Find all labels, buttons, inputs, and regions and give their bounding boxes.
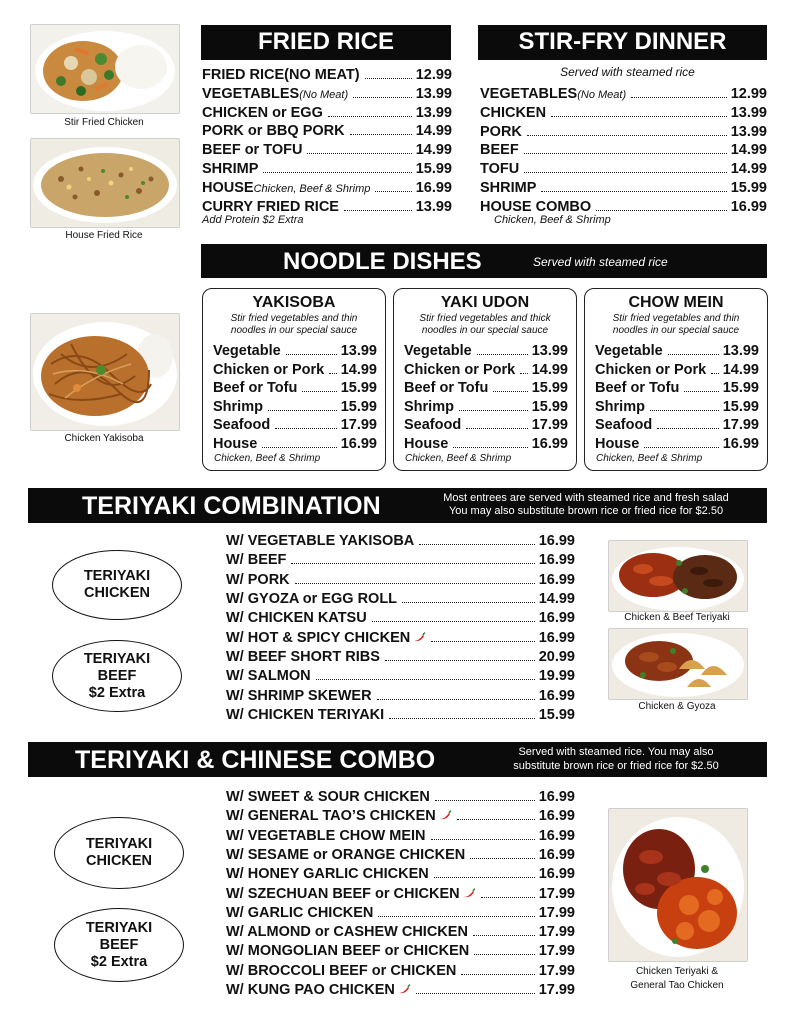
noodle-card-note: Chicken, Beef & Shrimp (596, 453, 703, 464)
chinese-combo-item (226, 808, 575, 824)
chinese-combo-item (226, 943, 575, 959)
fried-rice-item (202, 142, 452, 158)
item-detail: (No Meat) (299, 88, 349, 101)
item-name: Seafood (404, 417, 462, 434)
dot-leader (466, 428, 528, 429)
item-price: 16.99 (340, 436, 377, 452)
fried-rice-item (202, 105, 452, 121)
chinese-combo-header (28, 742, 767, 777)
noodle-item (595, 380, 759, 396)
item-price: 17.99 (722, 417, 759, 434)
stir-fry-title: STIR-FRY DINNER (518, 28, 727, 55)
item-name: Beef or Tofu (213, 380, 298, 397)
item-name: W/ ALMOND or CASHEW CHICKEN (226, 924, 468, 941)
item-name: W/ SZECHUAN BEEF or CHICKEN (226, 885, 460, 902)
teriyaki-combo-item (226, 668, 575, 684)
item-price: 16.99 (730, 198, 767, 215)
teriyaki-combo-item (226, 688, 575, 704)
chicken-yakisoba-caption: Chicken Yakisoba (64, 433, 144, 444)
dot-leader (307, 153, 411, 154)
item-name: Chicken or Pork (595, 361, 707, 378)
item-name: W/ SESAME or ORANGE CHICKEN (226, 846, 466, 863)
noodle-card-title: YAKI UDON (440, 294, 530, 311)
dot-leader (375, 191, 411, 192)
spicy-indicator (436, 808, 452, 824)
chinese-combo-title: TERIYAKI & CHINESE COMBO (75, 746, 436, 774)
item-name: Chicken or Pork (213, 361, 325, 378)
item-name: Vegetable (213, 343, 281, 359)
item-name: W/ VEGETABLE YAKISOBA (226, 533, 415, 549)
item-detail: Chicken, Beef & Shrimp (253, 182, 371, 195)
dot-leader (275, 428, 337, 429)
item-name: Shrimp (404, 398, 454, 415)
item-name: W/ GARLIC CHICKEN (226, 904, 374, 921)
stir-fry-item (480, 180, 767, 196)
noodle-card-description: Stir fried vegetables and thin (612, 313, 740, 324)
item-name: W/ BEEF (226, 552, 287, 569)
chinese-combo-item (226, 866, 575, 882)
item-name: W/ SALMON (226, 668, 311, 685)
noodle-card-note: Chicken, Beef & Shrimp (214, 453, 321, 464)
teriyaki-combo-item (226, 630, 575, 646)
dot-leader (644, 447, 718, 448)
item-price: 12.99 (730, 86, 767, 102)
item-name: Seafood (213, 417, 271, 434)
dot-leader (419, 544, 534, 545)
dot-leader (684, 391, 718, 392)
noodle-card-note: Chicken, Beef & Shrimp (405, 453, 512, 464)
chinese-combo-beef-oval: TERIYAKI BEEF $2 Extra (54, 908, 184, 982)
dot-leader (493, 391, 527, 392)
noodle-item (213, 399, 377, 415)
dot-leader (385, 660, 535, 661)
item-name: Shrimp (595, 398, 645, 415)
item-price: 16.99 (538, 827, 575, 844)
dot-leader (474, 954, 534, 955)
chicken-gyoza-caption: Chicken & Gyoza (638, 701, 716, 712)
dot-leader (657, 428, 719, 429)
dot-leader (477, 354, 528, 355)
item-price: 14.99 (730, 142, 767, 159)
fried-rice-title: FRIED RICE (257, 28, 394, 55)
fried-rice-item (202, 161, 452, 177)
dot-leader (631, 97, 727, 98)
item-price: 17.99 (340, 417, 377, 434)
chinese-combo-note-2: substitute brown rice or fried rice for $2.50 (513, 760, 719, 772)
item-name: Seafood (595, 417, 653, 434)
chinese-combo-item (226, 886, 575, 902)
item-price: 17.99 (538, 982, 575, 998)
noodle-item (404, 380, 568, 396)
stir-fried-chicken-caption: Stir Fried Chicken (64, 117, 144, 128)
item-name: W/ BROCCOLI BEEF or CHICKEN (226, 962, 457, 979)
chili-pepper-icon (397, 984, 411, 994)
item-price: 14.99 (531, 361, 568, 378)
item-price: 16.99 (538, 533, 575, 549)
item-price: 15.99 (340, 398, 377, 415)
item-price: 16.99 (538, 808, 575, 825)
noodle-title: NOODLE DISHES (283, 248, 482, 275)
dot-leader (402, 602, 535, 603)
fried-rice-item (202, 86, 452, 102)
noodle-item (595, 436, 759, 452)
dot-leader (377, 699, 535, 700)
item-price: 16.99 (538, 610, 575, 627)
chinese-combo-item (226, 982, 575, 998)
dot-leader (350, 134, 412, 135)
item-name: W/ CHICKEN TERIYAKI (226, 707, 385, 724)
noodle-item (595, 362, 759, 378)
stir-fry-item (480, 142, 767, 158)
teriyaki-combo-item (226, 552, 575, 568)
item-name: W/ SHRIMP SKEWER (226, 687, 372, 704)
stir-fry-header (478, 25, 767, 60)
item-name: W/ MONGOLIAN BEEF or CHICKEN (226, 943, 470, 960)
item-price: 17.99 (538, 904, 575, 921)
item-name: SHRIMP (480, 180, 537, 196)
noodle-item (213, 343, 377, 359)
item-price: 13.99 (415, 85, 452, 102)
item-price: 15.99 (730, 180, 767, 196)
item-name: BEEF (480, 142, 519, 159)
dot-leader (453, 447, 527, 448)
dot-leader (541, 191, 726, 192)
item-name: HOUSE (202, 179, 254, 196)
item-price: 16.99 (538, 789, 575, 805)
item-price: 13.99 (531, 343, 568, 359)
noodle-card-description: noodles in our special sauce (421, 325, 549, 336)
teriyaki-combo-item (226, 649, 575, 665)
item-name: SHRIMP (202, 161, 259, 177)
item-name: Vegetable (595, 343, 663, 359)
item-price: 13.99 (415, 198, 452, 215)
stir-fry-item (480, 124, 767, 140)
noodle-card-description: noodles in our special sauce (612, 325, 740, 336)
chinese-combo-item (226, 828, 575, 844)
noodle-item (404, 417, 568, 433)
noodle-card (202, 288, 386, 471)
item-price: 16.99 (538, 846, 575, 863)
dot-leader (524, 172, 727, 173)
dot-leader (431, 839, 535, 840)
item-name: VEGETABLES (480, 86, 578, 102)
item-price: 17.99 (538, 943, 575, 960)
dot-leader (461, 974, 534, 975)
house-fried-rice-caption: House Fried Rice (65, 230, 143, 241)
dot-leader (268, 410, 337, 411)
item-name: CHICKEN or EGG (202, 104, 323, 121)
item-price: 16.99 (415, 179, 452, 196)
stir-fry-item (480, 161, 767, 177)
noodle-item (213, 362, 377, 378)
item-name: W/ SWEET & SOUR CHICKEN (226, 789, 430, 805)
dot-leader (372, 621, 535, 622)
fried-rice-item (202, 123, 452, 139)
item-price: 15.99 (531, 398, 568, 415)
item-price: 16.99 (531, 436, 568, 452)
dot-leader (527, 135, 727, 136)
item-price: 14.99 (415, 123, 452, 140)
item-price: 14.99 (730, 161, 767, 178)
item-price: 17.99 (538, 924, 575, 941)
chinese-combo-item (226, 924, 575, 940)
item-price: 15.99 (722, 380, 759, 397)
chinese-combo-item (226, 963, 575, 979)
dot-leader (459, 410, 528, 411)
dot-leader (295, 583, 535, 584)
chinese-combo-item (226, 847, 575, 863)
noodle-card-description: Stir fried vegetables and thin (230, 313, 358, 324)
item-name: W/ VEGETABLE CHOW MEIN (226, 827, 426, 844)
item-price: 14.99 (722, 361, 759, 378)
teriyaki-combo-item (226, 610, 575, 626)
item-price: 15.99 (531, 380, 568, 397)
item-price: 15.99 (415, 161, 452, 177)
item-price: 12.99 (415, 67, 452, 83)
item-price: 14.99 (340, 361, 377, 378)
item-name: W/ GENERAL TAO’S CHICKEN (226, 808, 436, 825)
stir-fried-chicken-photo (30, 24, 180, 114)
noodle-header (201, 244, 767, 278)
chinese-combo-note-1: Served with steamed rice. You may also (518, 746, 714, 758)
item-name: Chicken or Pork (404, 361, 516, 378)
chicken-beef-teriyaki-caption: Chicken & Beef Teriyaki (624, 612, 730, 623)
fried-rice-header (201, 25, 451, 60)
dot-leader (329, 373, 337, 374)
item-name: Shrimp (213, 398, 263, 415)
dot-leader (431, 641, 534, 642)
dot-leader (389, 718, 535, 719)
noodle-card-description: Stir fried vegetables and thick (419, 313, 551, 324)
item-price: 14.99 (538, 591, 575, 608)
noodle-card-title: YAKISOBA (252, 294, 336, 311)
teriyaki-combo-item (226, 707, 575, 723)
noodle-item (595, 417, 759, 433)
chicken-teriyaki-general-tao-caption-2: General Tao Chicken (630, 980, 724, 991)
dot-leader (481, 897, 535, 898)
item-name: Vegetable (404, 343, 472, 359)
item-price: 13.99 (722, 343, 759, 359)
teriyaki-combo-item (226, 572, 575, 588)
item-price: 13.99 (340, 343, 377, 359)
item-price: 17.99 (538, 962, 575, 979)
dot-leader (353, 97, 412, 98)
dot-leader (524, 153, 727, 154)
fried-rice-item (202, 199, 452, 215)
item-name: House (595, 436, 640, 452)
item-price: 16.99 (538, 629, 575, 646)
noodle-item (404, 343, 568, 359)
chicken-beef-teriyaki-photo (608, 540, 748, 612)
item-price: 19.99 (538, 668, 575, 685)
item-name: W/ GYOZA or EGG ROLL (226, 591, 398, 608)
teriyaki-combo-title: TERIYAKI COMBINATION (82, 492, 381, 520)
dot-leader (457, 819, 535, 820)
item-price: 15.99 (340, 380, 377, 397)
chinese-combo-chicken-oval: TERIYAKI CHICKEN (54, 817, 184, 889)
dot-leader (316, 679, 535, 680)
item-name: PORK or BBQ PORK (202, 123, 345, 140)
item-name: FRIED RICE(NO MEAT) (202, 67, 360, 83)
noodle-subtitle: Served with steamed rice (533, 255, 668, 269)
chicken-yakisoba-photo (30, 313, 180, 431)
stir-fry-item (480, 86, 767, 102)
noodle-item (404, 436, 568, 452)
dot-leader (473, 935, 535, 936)
chinese-combo-item (226, 905, 575, 921)
noodle-item (213, 417, 377, 433)
item-price: 15.99 (538, 707, 575, 724)
stir-fry-note: Chicken, Beef & Shrimp (494, 214, 611, 226)
teriyaki-combo-item (226, 591, 575, 607)
item-price: 16.99 (722, 436, 759, 452)
dot-leader (435, 800, 535, 801)
dot-leader (328, 116, 412, 117)
dot-leader (711, 373, 719, 374)
item-name: PORK (480, 123, 522, 140)
item-detail: (No Meat) (577, 89, 627, 101)
teriyaki-combo-note-1: Most entrees are served with steamed rice and fresh salad (443, 492, 729, 504)
item-price: 17.99 (531, 417, 568, 434)
noodle-item (404, 399, 568, 415)
chili-pepper-icon (412, 632, 426, 642)
teriyaki-beef-oval: TERIYAKI BEEF $2 Extra (52, 640, 182, 712)
item-name: W/ HOT & SPICY CHICKEN (226, 629, 411, 646)
item-price: 16.99 (538, 866, 575, 883)
item-price: 17.99 (538, 885, 575, 902)
item-price: 16.99 (538, 571, 575, 588)
item-price: 14.99 (415, 142, 452, 159)
item-name: W/ CHICKEN KATSU (226, 610, 367, 627)
teriyaki-chicken-oval: TERIYAKI CHICKEN (52, 550, 182, 620)
noodle-card (584, 288, 768, 471)
item-price: 16.99 (538, 552, 575, 569)
stir-fry-item (480, 199, 767, 215)
dot-leader (286, 354, 337, 355)
house-fried-rice-photo (30, 138, 180, 228)
dot-leader (302, 391, 336, 392)
dot-leader (291, 563, 534, 564)
item-name: CURRY FRIED RICE (202, 198, 339, 215)
noodle-item (595, 343, 759, 359)
item-price: 16.99 (538, 687, 575, 704)
dot-leader (668, 354, 719, 355)
item-price: 13.99 (730, 123, 767, 140)
noodle-card (393, 288, 577, 471)
noodle-item (213, 436, 377, 452)
dot-leader (263, 172, 411, 173)
spicy-indicator (410, 630, 426, 646)
item-name: House (404, 436, 449, 452)
chinese-combo-item (226, 789, 575, 805)
teriyaki-combo-header (28, 488, 767, 523)
dot-leader (470, 858, 534, 859)
item-name: Beef or Tofu (404, 380, 489, 397)
spicy-indicator (395, 982, 411, 998)
chili-pepper-icon (438, 810, 452, 820)
dot-leader (650, 410, 719, 411)
item-price: 15.99 (722, 398, 759, 415)
chicken-gyoza-photo (608, 628, 748, 700)
noodle-card-description: noodles in our special sauce (230, 325, 358, 336)
item-price: 20.99 (538, 649, 575, 666)
teriyaki-combo-item (226, 533, 575, 549)
noodle-item (213, 380, 377, 396)
dot-leader (416, 993, 535, 994)
spicy-indicator (460, 886, 476, 902)
item-name: VEGETABLES (202, 85, 300, 102)
dot-leader (262, 447, 336, 448)
dot-leader (596, 210, 727, 211)
item-name: W/ BEEF SHORT RIBS (226, 649, 380, 666)
chili-pepper-icon (462, 888, 476, 898)
noodle-item (404, 362, 568, 378)
teriyaki-combo-note-2: You may also substitute brown rice or fried rice for $2.50 (448, 505, 724, 517)
dot-leader (378, 916, 534, 917)
dot-leader (434, 877, 535, 878)
item-name: W/ PORK (226, 571, 290, 588)
dot-leader (365, 78, 412, 79)
fried-rice-item (202, 67, 452, 83)
dot-leader (520, 373, 528, 374)
item-name: Beef or Tofu (595, 380, 680, 397)
item-price: 13.99 (415, 104, 452, 121)
item-name: CHICKEN (480, 104, 547, 121)
stir-fry-item (480, 105, 767, 121)
item-name: W/ KUNG PAO CHICKEN (226, 982, 395, 998)
fried-rice-item (202, 180, 452, 196)
chicken-teriyaki-general-tao-photo (608, 808, 748, 962)
item-name: TOFU (480, 161, 520, 178)
item-name: HOUSE COMBO (480, 198, 592, 215)
item-name: BEEF or TOFU (202, 142, 303, 159)
stir-fry-subtitle: Served with steamed rice (560, 65, 695, 79)
item-price: 13.99 (730, 104, 767, 121)
dot-leader (344, 210, 412, 211)
noodle-card-title: CHOW MEIN (628, 294, 724, 311)
item-name: W/ HONEY GARLIC CHICKEN (226, 866, 429, 883)
item-name: House (213, 436, 258, 452)
dot-leader (551, 116, 727, 117)
noodle-item (595, 399, 759, 415)
fried-rice-note: Add Protein $2 Extra (202, 214, 304, 226)
chicken-teriyaki-general-tao-caption-1: Chicken Teriyaki & (635, 966, 719, 977)
